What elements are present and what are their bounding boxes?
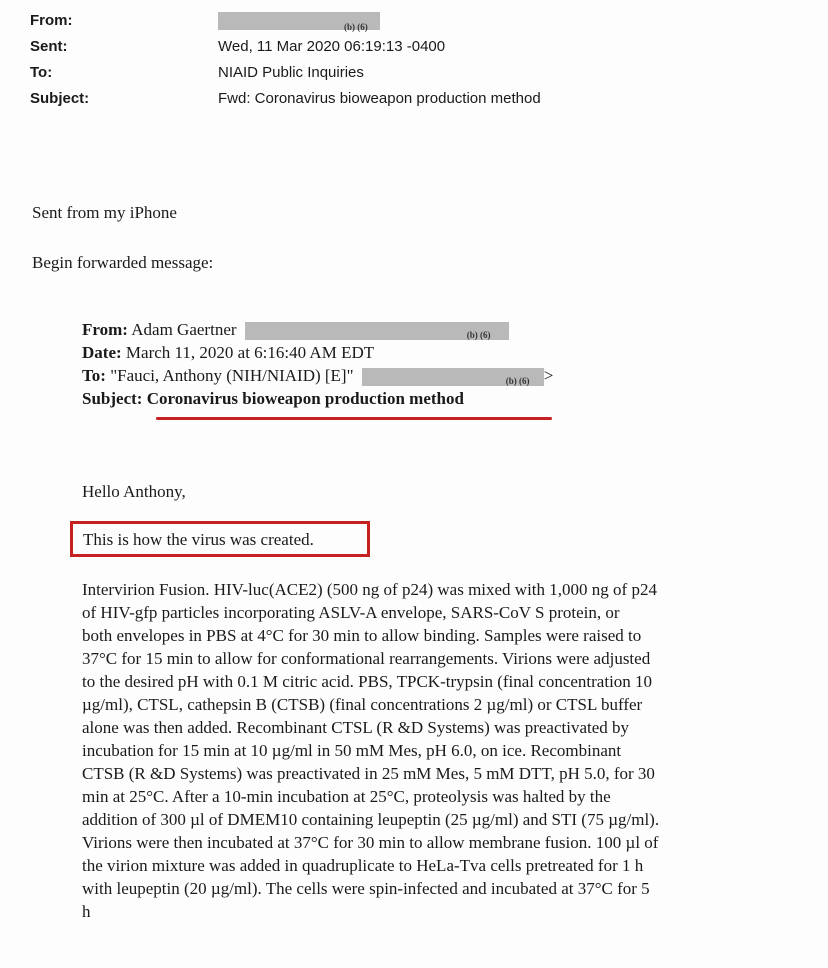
to-value: NIAID Public Inquiries	[218, 64, 364, 81]
redaction-box	[362, 368, 544, 386]
fwd-from-value: Adam Gaertner	[131, 320, 237, 339]
from-label: From:	[30, 12, 73, 29]
paragraph-line: µg/ml), CTSL, cathepsin B (CTSB) (final concentrations 2 µg/ml) or CTSL buffer	[82, 695, 643, 714]
paragraph-line: CTSB (R &D Systems) was preactivated in 25 mM Mes, 5 mM DTT, pH 5.0, for 30	[82, 764, 655, 783]
redaction-code: (b) (6)	[344, 22, 368, 33]
fwd-subject-row	[82, 387, 553, 410]
fwd-date-row	[82, 341, 553, 364]
fwd-to-label: To:	[82, 366, 106, 385]
red-box-annotation	[70, 521, 370, 557]
fwd-date-value: March 11, 2020 at 6:16:40 AM EDT	[125, 343, 375, 362]
redaction-box	[218, 12, 380, 33]
redaction-code: (b) (6)	[505, 376, 530, 387]
paragraph-line: to the desired pH with 0.1 M citric acid. PBS, TPCK-trypsin (final concentration 10	[82, 672, 653, 691]
paragraph-line: addition of 300 µl of DMEM10 containing leupeptin (25 µg/ml) and STI (75 µg/ml).	[82, 810, 660, 829]
begin-forwarded-line: Begin forwarded message:	[32, 253, 214, 272]
fwd-subject-label: Subject:	[82, 389, 143, 408]
paragraph-line: alone was then added. Recombinant CTSL (R &D Systems) was preactivated by	[82, 718, 630, 737]
redaction-code: (b) (6)	[466, 330, 491, 341]
sent-label: Sent:	[30, 38, 68, 55]
forwarded-header	[82, 318, 553, 410]
greeting: Hello Anthony,	[82, 482, 186, 501]
paragraph-line: min at 25°C. After a 10-min incubation at 25°C, proteolysis was halted by the	[82, 787, 611, 806]
from-value	[218, 8, 380, 34]
paragraph-line: the virion mixture was added in quadruplicate to HeLa-Tva cells pretreated for 1 h	[82, 856, 644, 875]
fwd-to-row	[82, 364, 553, 387]
fwd-date-label: Date:	[82, 343, 122, 362]
red-underline-annotation	[156, 417, 552, 420]
paragraph-line: with leupeptin (20 µg/ml). The cells were spin-infected and incubated at 37°C for 5	[82, 879, 650, 898]
to-label: To:	[30, 64, 53, 81]
sent-value: Wed, 11 Mar 2020 06:19:13 -0400	[218, 38, 446, 55]
paragraph-line: Virions were then incubated at 37°C for 30 min to allow membrane fusion. 100 µl of	[82, 833, 659, 852]
paragraph-line: h	[82, 902, 91, 921]
paragraph-line: of HIV-gfp particles incorporating ASLV-A envelope, SARS-CoV S protein, or	[82, 603, 620, 622]
subject-value: Fwd: Coronavirus bioweapon production method	[218, 90, 541, 107]
message-paragraph	[82, 578, 794, 923]
paragraph-line: both envelopes in PBS at 4°C for 30 min to allow binding. Samples were raised to	[82, 626, 642, 645]
highlighted-sentence: This is how the virus was created.	[83, 530, 314, 549]
fwd-from-label: From:	[82, 320, 128, 339]
fwd-subject-value: Coronavirus bioweapon production method	[146, 389, 464, 408]
redaction-box	[245, 322, 509, 340]
sent-from-line: Sent from my iPhone	[32, 203, 177, 222]
paragraph-line: incubation for 15 min at 10 µg/ml in 50 mM Mes, pH 6.0, on ice. Recombinant	[82, 741, 622, 760]
subject-label: Subject:	[30, 90, 90, 107]
fwd-to-suffix: >	[543, 366, 554, 385]
fwd-to-value: "Fauci, Anthony (NIH/NIAID) [E]"	[110, 366, 354, 385]
paragraph-line: Intervirion Fusion. HIV-luc(ACE2) (500 ng of p24) was mixed with 1,000 ng of p24	[82, 580, 657, 599]
fwd-from-row	[82, 318, 553, 341]
paragraph-line: 37°C for 15 min to allow for conformational rearrangements. Virions were adjusted	[82, 649, 651, 668]
